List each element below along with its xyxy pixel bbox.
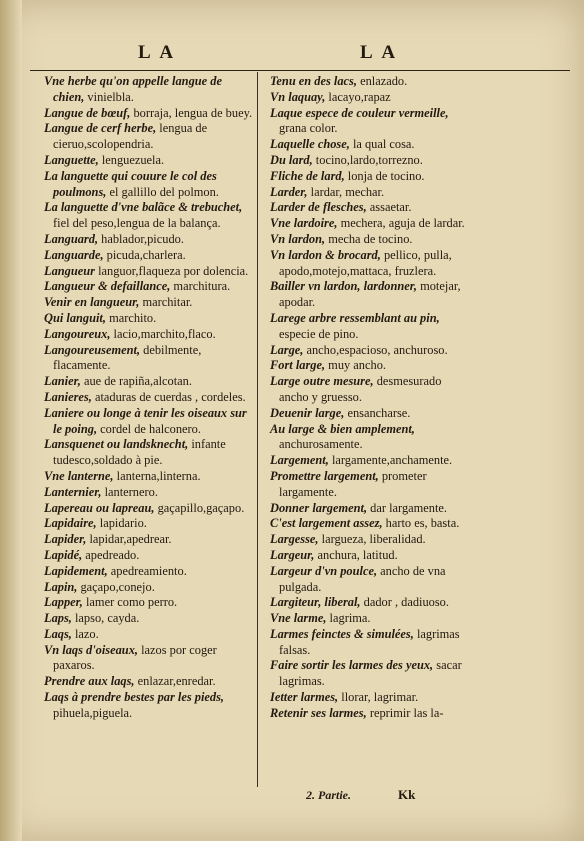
entry-definition: mechera, aguja de lardar. [337,216,465,231]
left-column [44,74,254,722]
dictionary-entry [270,248,474,280]
dictionary-entry [270,279,474,311]
dictionary-entry [270,627,474,659]
entry-definition: fiel del peso,lengua de la balança. [53,216,221,231]
entry-definition: assaetar. [366,200,412,215]
dictionary-entry [270,658,474,690]
dictionary-entry [44,327,254,343]
dictionary-entry [44,674,254,690]
header-rule [30,70,570,71]
dictionary-entry [44,374,254,390]
dictionary-entry [270,216,474,232]
dictionary-entry [270,374,474,406]
column-divider [257,72,258,787]
entry-headword: Langue de cerf herbe, [44,121,157,136]
dictionary-entry [270,137,474,153]
entry-definition: lenguezuela. [98,152,165,167]
entry-definition: lacayo,rapaz [325,89,391,104]
dictionary-entry [270,406,474,422]
entry-definition: lapso, cayda. [71,611,140,626]
entry-definition: especie de pino. [279,326,359,341]
entry-definition: ancho de vna pulgada. [279,563,446,594]
dictionary-entry [270,343,474,359]
entry-headword: Largiteur, liberal, [270,595,361,610]
entry-headword: Retenir ses larmes, [270,705,367,720]
entry-definition: lazos por coger paxaros. [53,642,217,673]
entry-headword: Prendre aux laqs, [44,674,135,689]
dictionary-entry [270,106,474,138]
entry-definition: cordel de halconero. [97,421,201,436]
entry-definition: gaçapo,conejo. [77,579,155,594]
entry-headword: Promettre largement, [270,468,379,483]
entry-definition: reprimir las la- [366,705,444,720]
entry-headword: Lapper, [44,595,83,610]
entry-definition: muy ancho. [325,358,386,373]
entry-headword: Vne lardoire, [270,216,338,231]
dictionary-entry [270,153,474,169]
dictionary-entry [44,232,254,248]
entry-definition: lonja de tocino. [344,168,425,183]
entry-definition: lazo. [71,626,99,641]
dictionary-entry [270,358,474,374]
dictionary-entry [270,469,474,501]
entry-headword: La languette d'vne balãce & trebuchet, [44,200,243,215]
entry-headword: Vn laqs d'oiseaux, [44,642,138,657]
entry-headword: Lanieres, [44,389,92,404]
dictionary-entry [270,706,474,722]
entry-definition: lagrima. [326,611,371,626]
entry-headword: Lapidaire, [44,516,97,531]
dictionary-entry [270,501,474,517]
dictionary-entry [44,627,254,643]
dictionary-entry [44,106,254,122]
entry-headword: Langueur & defaillance, [44,279,171,294]
entry-definition: marchito. [105,310,157,325]
dictionary-entry [44,564,254,580]
entry-headword: Languard, [44,231,99,246]
entry-headword: Donner largement, [270,500,368,515]
entry-definition: lacio,marchito,flaco. [110,326,216,341]
entry-definition: lagrimas falsas. [279,626,460,657]
entry-headword: Laqs, [44,626,72,641]
dictionary-entry [44,390,254,406]
entry-definition: prometer largamente. [279,468,427,499]
entry-headword: Venir en langueur, [44,295,140,310]
header-right-letters: L A [360,42,399,63]
page-spine-shadow [0,0,22,841]
entry-definition: llorar, lagrimar. [338,690,419,705]
entry-headword: Vne larme, [270,611,327,626]
entry-definition: lanternero. [101,484,158,499]
dictionary-entry [270,690,474,706]
entry-headword: Large, [270,342,304,357]
entry-headword: Fliche de lard, [270,168,345,183]
entry-definition: lanterna,linterna. [113,468,201,483]
entry-headword: Laque espece de couleur vermeille, [270,105,449,120]
dictionary-entry [270,548,474,564]
entry-definition: borraja, lengua de buey. [130,105,253,120]
entry-definition: mecha de tocino. [325,231,413,246]
right-column [270,74,474,722]
entry-headword: Langoureusement, [44,342,141,357]
dictionary-entry [270,169,474,185]
entry-definition: la qual cosa. [349,137,415,152]
entry-definition: lardar, mechar. [307,184,385,199]
entry-headword: Languarde, [44,247,104,262]
entry-headword: Langueur [44,263,95,278]
entry-headword: Larmes feinctes & simulées, [270,626,414,641]
dictionary-entry [44,74,254,106]
dictionary-entry [44,279,254,295]
entry-headword: Vn lardon & brocard, [270,247,381,262]
signature-mark: 2. Partie. [306,788,351,802]
entry-definition: picuda,charlera. [103,247,186,262]
entry-definition: anchura, latitud. [314,547,398,562]
entry-headword: Larege arbre ressemblant au pin, [270,310,440,325]
entry-headword: Lapin, [44,579,78,594]
entry-definition: infante tudesco,soldado à pie. [53,437,226,468]
entry-headword: Largement, [270,453,329,468]
dictionary-entry [44,501,254,517]
entry-headword: Langue de bœuf, [44,105,131,120]
dictionary-entry [44,516,254,532]
entry-definition: largamente,anchamente. [328,453,453,468]
entry-headword: Au large & bien amplement, [270,421,415,436]
entry-definition: sacar lagrimas. [279,658,462,689]
entry-definition: gaçapillo,gaçapo. [154,500,245,515]
entry-definition: grana color. [279,121,338,136]
entry-headword: La languette qui couure le col des poulmons, [44,168,217,199]
entry-headword: Laquelle chose, [270,137,350,152]
entry-headword: Qui languit, [44,310,106,325]
entry-definition: marchitar. [139,295,193,310]
entry-headword: Lanier, [44,374,81,389]
dictionary-entry [44,169,254,201]
header-left-letters: L A [138,42,177,63]
entry-headword: Lansquenet ou landsknecht, [44,437,189,452]
entry-headword: Ietter larmes, [270,690,339,705]
dictionary-entry [270,595,474,611]
dictionary-entry [44,343,254,375]
dictionary-entry [44,264,254,280]
entry-definition: marchitura. [170,279,231,294]
entry-headword: Vn laquay, [270,89,326,104]
entry-headword: Bailler vn lardon, lardonner, [270,279,417,294]
entry-definition: pihuela,piguela. [53,705,133,720]
gathering-mark: Kk [398,787,416,802]
entry-definition: vinielbla. [84,89,134,104]
dictionary-entry [270,311,474,343]
entry-definition: lengua de cieruo,scolopendria. [53,121,208,152]
entry-headword: Faire sortir les larmes des yeux, [270,658,434,673]
dictionary-entry [44,690,254,722]
entry-definition: hablador,picudo. [98,231,184,246]
entry-headword: Fort large, [270,358,326,373]
entry-headword: Lanternier, [44,484,102,499]
dictionary-entry [270,232,474,248]
dictionary-entry [270,453,474,469]
entry-headword: Languette, [44,152,99,167]
entry-definition: motejar, apodar. [279,279,461,310]
entry-headword: Large outre mesure, [270,374,374,389]
entry-definition: ensancharse. [344,405,411,420]
dictionary-entry [270,422,474,454]
entry-definition: ataduras de cuerdas , cordeles. [91,389,246,404]
dictionary-entry [44,437,254,469]
entry-headword: Tenu en des lacs, [270,74,357,88]
entry-definition: languor,flaqueza por dolencia. [94,263,249,278]
entry-definition: enlazar,enredar. [134,674,216,689]
dictionary-entry [270,564,474,596]
dictionary-entry [270,532,474,548]
dictionary-entry [44,548,254,564]
dictionary-entry [44,532,254,548]
entry-headword: Langoureux, [44,326,111,341]
dictionary-entry [270,200,474,216]
dictionary-entry [44,153,254,169]
entry-definition: debilmente, flacamente. [53,342,202,373]
dictionary-entry [44,485,254,501]
entry-headword: Larder, [270,184,308,199]
entry-headword: Deuenir large, [270,405,345,420]
entry-headword: C'est largement assez, [270,516,383,531]
entry-definition: el gallillo del polmon. [106,184,219,199]
entry-headword: Laniere ou longe à tenir les oiseaux sur le poing, [44,405,247,436]
entry-definition: dador , dadiuoso. [360,595,449,610]
entry-headword: Larder de flesches, [270,200,367,215]
entry-headword: Largesse, [270,532,319,547]
entry-headword: Lapidement, [44,563,108,578]
entry-headword: Laqs à prendre bestes par les pieds, [44,690,224,705]
dictionary-entry [270,90,474,106]
dictionary-entry [44,311,254,327]
entry-definition: lapidario. [96,516,147,531]
dictionary-entry [270,516,474,532]
entry-definition: apedreamiento. [107,563,187,578]
entry-headword: Lapidé, [44,547,83,562]
dictionary-entry [44,595,254,611]
entry-definition: lamer como perro. [82,595,178,610]
entry-headword: Largeur, [270,547,315,562]
entry-headword: Du lard, [270,152,313,167]
dictionary-entry [44,643,254,675]
entry-definition: pellico, pulla, apodo,motejo,mattaca, fruzlera. [279,247,452,278]
entry-definition: anchurosamente. [279,437,363,452]
entry-headword: Lapider, [44,532,87,547]
entry-definition: ancho,espacioso, anchuroso. [303,342,448,357]
entry-definition: desmesurado ancho y gruesso. [279,374,442,404]
entry-headword: Vne herbe qu'on appelle langue de chien, [44,74,222,104]
dictionary-entry [44,200,254,232]
entry-definition: enlazado. [356,74,408,88]
dictionary-entry [44,469,254,485]
entry-headword: Lapereau ou lapreau, [44,500,155,515]
dictionary-entry [270,74,474,90]
entry-headword: Largeur d'vn poulce, [270,563,378,578]
dictionary-entry [44,121,254,153]
entry-headword: Laps, [44,611,72,626]
entry-definition: largueza, liberalidad. [318,532,426,547]
dictionary-entry [44,406,254,438]
entry-headword: Vn lardon, [270,231,326,246]
entry-headword: Vne lanterne, [44,468,114,483]
page-footer [300,787,480,803]
dictionary-entry [44,248,254,264]
dictionary-entry [270,185,474,201]
dictionary-entry [44,611,254,627]
entry-definition: harto es, basta. [382,516,460,531]
entry-definition: apedreado. [82,547,140,562]
dictionary-entry [270,611,474,627]
dictionary-entry [44,580,254,596]
entry-definition: aue de rapiña,alcotan. [80,374,192,389]
dictionary-entry [44,295,254,311]
entry-definition: tocino,lardo,torrezno. [312,152,423,167]
entry-definition: lapidar,apedrear. [86,532,172,547]
entry-definition: dar largamente. [367,500,448,515]
